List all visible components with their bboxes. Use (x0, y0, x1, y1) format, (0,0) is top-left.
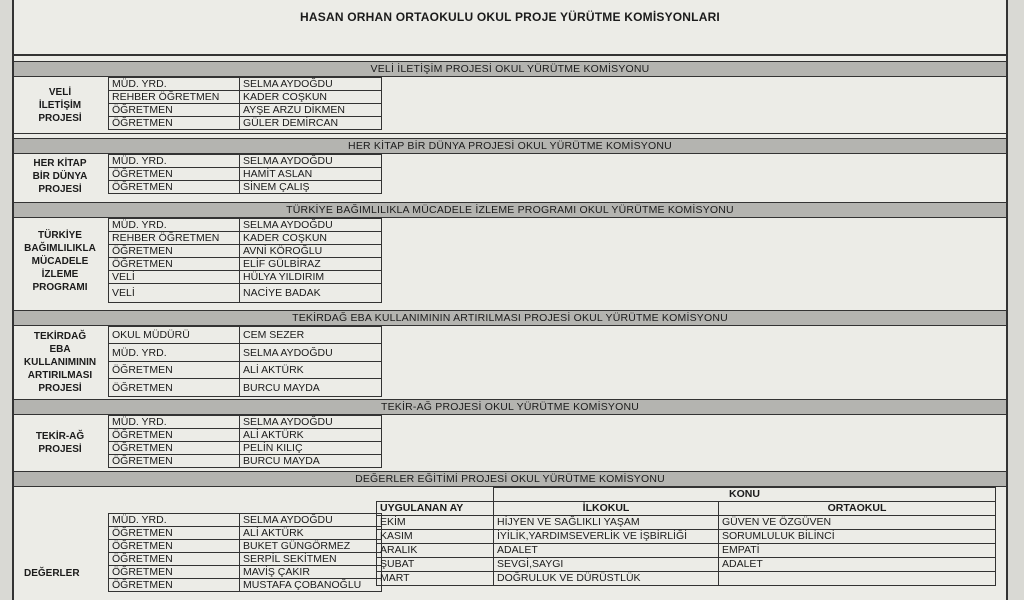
table-row (109, 181, 382, 194)
member-name: SERPİL SEKİTMEN (240, 553, 382, 566)
col-header-primary: İLKOKUL (494, 502, 719, 516)
member-role: ÖĞRETMEN (109, 258, 240, 271)
table-row (377, 516, 996, 530)
member-role: ÖĞRETMEN (109, 442, 240, 455)
member-name: SELMA AYDOĞDU (240, 78, 382, 91)
table-row (109, 429, 382, 442)
table-row (109, 284, 382, 303)
table-row (109, 327, 382, 344)
members-table (108, 326, 382, 397)
table-row (109, 416, 382, 429)
project-name: TÜRKİYE BAĞIMLILIKLA MÜCADELE İZLEME PROGRAMI (24, 229, 96, 293)
member-name: AVNİ KÖROĞLU (240, 245, 382, 258)
member-name: SELMA AYDOĞDU (240, 514, 382, 527)
members-table (108, 415, 382, 468)
table-row (109, 258, 382, 271)
table-row (109, 540, 382, 553)
table-row (377, 530, 996, 544)
table-row (109, 78, 382, 91)
member-role: VELİ (109, 284, 240, 303)
member-name: SİNEM ÇALIŞ (240, 181, 382, 194)
table-row (109, 168, 382, 181)
cell-middle (719, 572, 996, 586)
member-name: SELMA AYDOĞDU (240, 155, 382, 168)
cell-primary: DOĞRULUK VE DÜRÜSTLÜK (494, 572, 719, 586)
cell-primary: İYİLİK,YARDIMSEVERLİK VE İŞBİRLİĞİ (494, 530, 719, 544)
col-header-month: UYGULANAN AY (377, 502, 494, 516)
member-role: MÜD. YRD. (109, 514, 240, 527)
member-role: ÖĞRETMEN (109, 527, 240, 540)
member-role: OKUL MÜDÜRÜ (109, 327, 240, 344)
cell-middle: SORUMLULUK BİLİNCİ (719, 530, 996, 544)
member-name: HÜLYA YILDIRIM (240, 271, 382, 284)
project-name: TEKİRDAĞ EBA KULLANIMININ ARTIRILMASI PROJESİ (23, 330, 97, 394)
member-name: SELMA AYDOĞDU (240, 416, 382, 429)
member-role: MÜD. YRD. (109, 416, 240, 429)
member-name: SELMA AYDOĞDU (240, 219, 382, 232)
member-role: VELİ (109, 271, 240, 284)
table-row (377, 488, 996, 502)
cell-month: EKİM (377, 516, 494, 530)
member-name: ALİ AKTÜRK (240, 362, 382, 379)
member-role: ÖĞRETMEN (109, 455, 240, 468)
project-name: HER KİTAP BİR DÜNYA PROJESİ (32, 157, 88, 195)
member-name: GÜLER DEMİRCAN (240, 117, 382, 130)
member-name: AYŞE ARZU DİKMEN (240, 104, 382, 117)
member-name: BUKET GÜNGÖRMEZ (240, 540, 382, 553)
cell-month: KASIM (377, 530, 494, 544)
member-name: BURCU MAYDA (240, 455, 382, 468)
section-header: VELİ İLETİŞİM PROJESİ OKUL YÜRÜTME KOMİSYONU (14, 61, 1006, 77)
table-row (377, 502, 996, 516)
table-row (109, 362, 382, 379)
members-table (108, 218, 382, 303)
cell-primary: HİJYEN VE SAĞLIKLI YAŞAM (494, 516, 719, 530)
cell-month: ŞUBAT (377, 558, 494, 572)
member-role: REHBER ÖĞRETMEN (109, 232, 240, 245)
table-row (377, 544, 996, 558)
member-name: KADER COŞKUN (240, 232, 382, 245)
member-name: ALİ AKTÜRK (240, 429, 382, 442)
project-name: TEKİR-AĞ PROJESİ (35, 431, 85, 455)
col-header-middle: ORTAOKUL (719, 502, 996, 516)
member-role: MÜD. YRD. (109, 78, 240, 91)
konu-title: KONU (494, 488, 996, 502)
member-role: ÖĞRETMEN (109, 379, 240, 397)
member-name: BURCU MAYDA (240, 379, 382, 397)
member-role: MÜD. YRD. (109, 219, 240, 232)
member-role: ÖĞRETMEN (109, 566, 240, 579)
table-row (109, 271, 382, 284)
cell-middle: ADALET (719, 558, 996, 572)
section-bottom-rule (14, 133, 1006, 134)
document-sheet (12, 0, 1008, 600)
member-name: ALİ AKTÜRK (240, 527, 382, 540)
member-name: CEM SEZER (240, 327, 382, 344)
member-role: ÖĞRETMEN (109, 245, 240, 258)
member-name: SELMA AYDOĞDU (240, 344, 382, 362)
cell-primary: ADALET (494, 544, 719, 558)
table-row (109, 104, 382, 117)
member-name: PELİN KILIÇ (240, 442, 382, 455)
cell-middle: GÜVEN VE ÖZGÜVEN (719, 516, 996, 530)
table-row (377, 572, 996, 586)
member-name: HAMİT ASLAN (240, 168, 382, 181)
table-row (109, 117, 382, 130)
project-name: VELİ İLETİŞİM PROJESİ (38, 86, 82, 124)
table-row (109, 91, 382, 104)
member-role: ÖĞRETMEN (109, 553, 240, 566)
member-name: NACİYE BADAK (240, 284, 382, 303)
member-role: MÜD. YRD. (109, 155, 240, 168)
title-divider (14, 54, 1006, 56)
members-table (108, 77, 382, 130)
member-role: ÖĞRETMEN (109, 429, 240, 442)
member-role: ÖĞRETMEN (109, 362, 240, 379)
member-role: ÖĞRETMEN (109, 168, 240, 181)
member-name: MAVİŞ ÇAKIR (240, 566, 382, 579)
section-header: DEĞERLER EĞİTİMİ PROJESİ OKUL YÜRÜTME KOMİSYONU (14, 471, 1006, 487)
table-row (109, 514, 382, 527)
section-header: TÜRKİYE BAĞIMLILIKLA MÜCADELE İZLEME PROGRAMI OKUL YÜRÜTME KOMİSYONU (14, 202, 1006, 218)
member-role: ÖĞRETMEN (109, 117, 240, 130)
table-row (109, 232, 382, 245)
cell-middle: EMPATİ (719, 544, 996, 558)
section-header: TEKİRDAĞ EBA KULLANIMININ ARTIRILMASI PROJESİ OKUL YÜRÜTME KOMİSYONU (14, 310, 1006, 326)
member-name: MUSTAFA ÇOBANOĞLU (240, 579, 382, 592)
table-row (109, 455, 382, 468)
section-header: HER KİTAP BİR DÜNYA PROJESİ OKUL YÜRÜTME KOMİSYONU (14, 138, 1006, 154)
members-table (108, 154, 382, 194)
members-table (108, 513, 382, 592)
member-role: ÖĞRETMEN (109, 579, 240, 592)
table-row (109, 219, 382, 232)
cell-month: ARALIK (377, 544, 494, 558)
member-role: ÖĞRETMEN (109, 181, 240, 194)
member-role: ÖĞRETMEN (109, 104, 240, 117)
cell-primary: SEVGİ,SAYGI (494, 558, 719, 572)
table-row (109, 155, 382, 168)
member-role: REHBER ÖĞRETMEN (109, 91, 240, 104)
table-row (109, 245, 382, 258)
project-name: DEĞERLER (24, 567, 80, 579)
member-name: ELİF GÜLBİRAZ (240, 258, 382, 271)
cell-month: MART (377, 572, 494, 586)
table-row (109, 553, 382, 566)
section-header: TEKİR-AĞ PROJESİ OKUL YÜRÜTME KOMİSYONU (14, 399, 1006, 415)
member-name: KADER COŞKUN (240, 91, 382, 104)
member-role: MÜD. YRD. (109, 344, 240, 362)
member-role: ÖĞRETMEN (109, 540, 240, 553)
table-row (109, 579, 382, 592)
konu-table (376, 487, 996, 586)
table-row (109, 379, 382, 397)
table-row (377, 558, 996, 572)
document-title: HASAN ORHAN ORTAOKULU OKUL PROJE YÜRÜTME KOMİSYONLARI (300, 10, 720, 24)
table-row (109, 344, 382, 362)
table-row (109, 527, 382, 540)
table-row (109, 442, 382, 455)
